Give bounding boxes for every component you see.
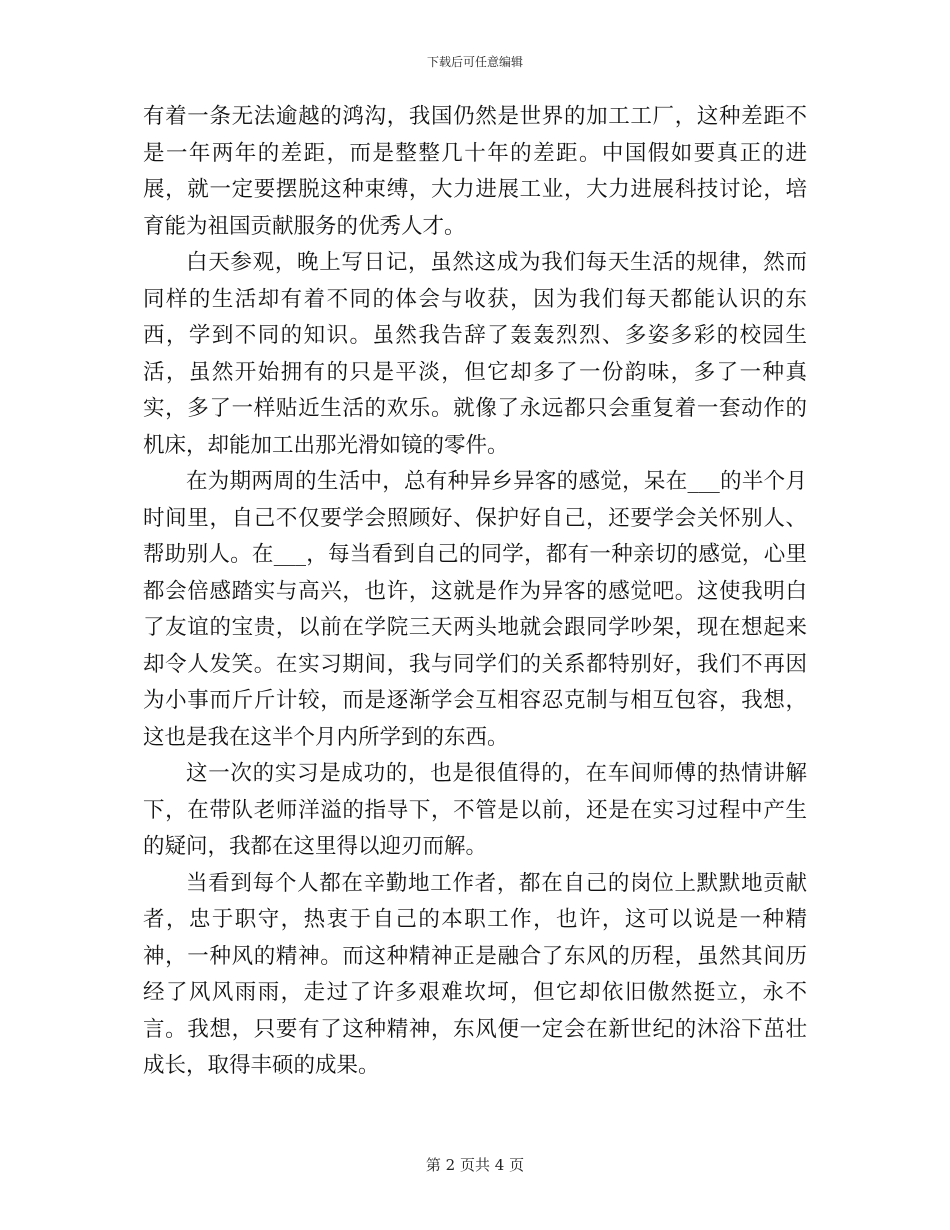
paragraph-2: 白天参观，晚上写日记，虽然这成为我们每天生活的规律，然而同样的生活却有着不同的体会与收获，因为我们每天都能认识的东西，学到不同的知识。虽然我告辞了轰轰烈烈、多姿多彩的校园生活，虽然开始拥有的只是平淡，但它却多了一份韵味，多了一种真实，多了一样贴近生活的欢乐。就像了永远都只会重复着一套动作的机床，却能加工出那光滑如镜的零件。	[143, 250, 807, 458]
document-body	[143, 99, 807, 1085]
paragraph-3: 在为期两周的生活中，总有种异乡异客的感觉，呆在___的半个月时间里，自己不仅要学会照顾好、保护好自己，还要学会关怀别人、帮助别人。在___，每当看到自己的同学，都有一种亲切的感觉，心里都会倍感踏实与高兴，也许，这就是作为异客的感觉吧。这使我明白了友谊的宝贵，以前在学院三天两头地就会跟同学吵架，现在想起来却令人发笑。在实习期间，我与同学们的关系都特别好，我们不再因为小事而斤斤计较，而是逐渐学会互相容忍克制与相互包容，我想，这也是我在这半个月内所学到的东西。	[143, 469, 807, 750]
paragraph-4: 这一次的实习是成功的，也是很值得的，在车间师傅的热情讲解下，在带队老师洋溢的指导下，不管是以前，还是在实习过程中产生的疑问，我都在这里得以迎刃而解。	[143, 761, 807, 859]
page-number-footer: 第 2 页共 4 页	[425, 1156, 525, 1174]
paragraph-5: 当看到每个人都在辛勤地工作者，都在自己的岗位上默默地贡献者，忠于职守，热衷于自己的本职工作，也许，这可以说是一种精神，一种风的精神。而这种精神正是融合了东风的历程，虽然其间历经了风风雨雨，走过了许多艰难坎坷，但它却依旧傲然挺立，永不言。我想，只要有了这种精神，东风便一定会在新世纪的沐浴下茁壮成长，取得丰硕的成果。	[143, 870, 807, 1078]
page-header: 下载后可任意编辑	[426, 55, 523, 69]
paragraph-1: 有着一条无法逾越的鸿沟，我国仍然是世界的加工工厂，这种差距不是一年两年的差距，而是整整几十年的差距。中国假如要真正的进展，就一定要摆脱这种束缚，大力进展工业，大力进展科技讨论，培育能为祖国贡献服务的优秀人才。	[143, 104, 807, 239]
